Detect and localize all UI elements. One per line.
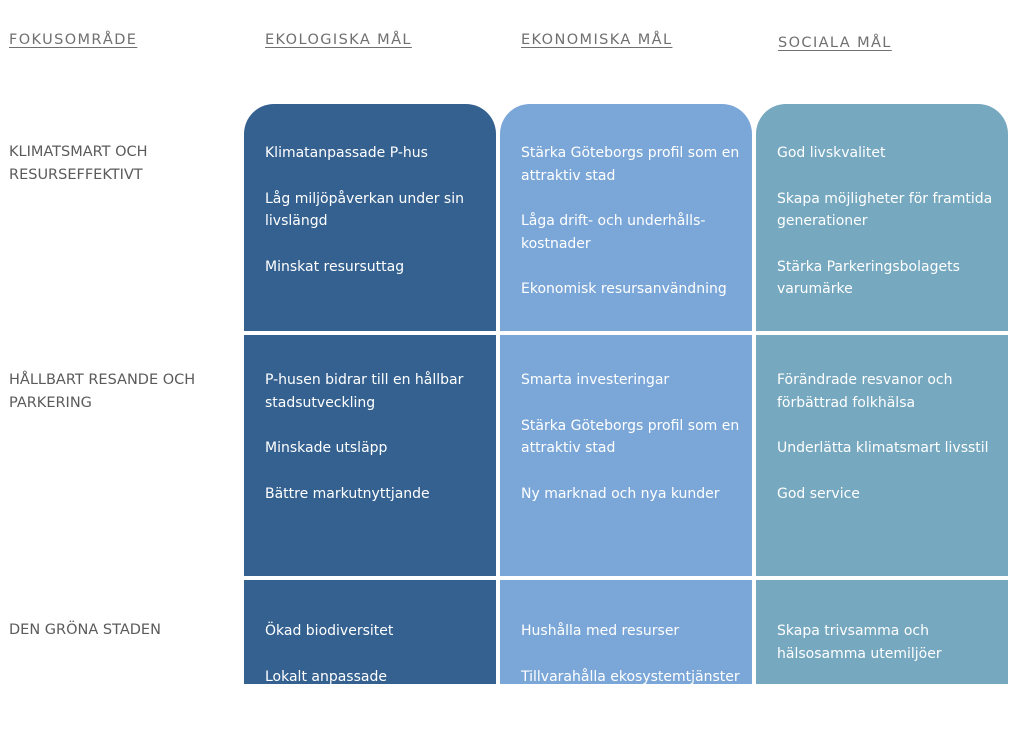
goal-item: P-husen bidrar till en hållbar stadsutveckling — [265, 372, 464, 411]
header-ekologiska-mal: EKOLOGISKA MÅL — [265, 32, 412, 48]
cell-ekonomiska-hallbart-resande — [521, 369, 749, 528]
goal-item: Låg miljöpåverkan under sin livslängd — [265, 190, 464, 229]
cell-ekologiska-klimatsmart — [265, 142, 493, 301]
row-divider — [244, 331, 496, 335]
column-sociala — [756, 104, 1008, 684]
goal-item: Ökad biodiversitet — [265, 623, 394, 639]
goal-item: Stärka Göteborgs profil som en attraktiv stad — [521, 417, 740, 456]
row-label-grona-staden: DEN GRÖNA STADEN — [9, 622, 161, 638]
goal-item: Minskat resursuttag — [265, 258, 405, 275]
goal-item: Stärka Parkeringsbolagets varumärke — [777, 258, 960, 297]
goal-item: Förändrade resvanor och förbättrad folkhälsa — [777, 372, 953, 411]
goal-item: Lokalt anpassade dagvattenlösningar — [265, 668, 402, 707]
goal-item: Smarta investeringar — [521, 372, 670, 388]
row-label-klimatsmart: KLIMATSMART OCH RESURSEFFEKTIVT — [9, 144, 148, 183]
row-divider — [756, 576, 1008, 580]
header-fokusomrade: FOKUSOMRÅDE — [9, 32, 138, 48]
goal-item: God livskvalitet — [777, 145, 886, 161]
goal-item: Bättre markutnyttjande — [265, 485, 430, 502]
column-ekonomiska — [500, 104, 752, 684]
row-divider — [500, 331, 752, 335]
cell-ekologiska-grona-staden — [265, 620, 493, 734]
cell-ekonomiska-klimatsmart — [521, 142, 749, 324]
goal-item: Klimatanpassade P-hus — [265, 145, 428, 161]
header-ekonomiska-mal: EKONOMISKA MÅL — [521, 32, 673, 48]
goal-item: Stärka Göteborgs profil som en attraktiv stad — [521, 145, 740, 184]
cell-sociala-grona-staden — [777, 620, 1005, 688]
row-divider — [244, 576, 496, 580]
goal-item: Tillvarahålla ekosystemtjänster — [521, 668, 740, 685]
row-divider — [500, 576, 752, 580]
goal-item: Låga drift- och underhålls-kostnader — [521, 213, 706, 252]
goal-item: Hushålla med resurser — [521, 623, 680, 639]
goal-item: Underlätta klimatsmart livsstil — [777, 440, 989, 456]
goal-item: God service — [777, 485, 860, 502]
row-divider — [756, 331, 1008, 335]
column-ekologiska — [244, 104, 496, 707]
goal-item: Minskade utsläpp — [265, 440, 388, 456]
cell-ekologiska-hallbart-resande — [265, 369, 493, 528]
goal-item: Ekonomisk resursanvändning — [521, 281, 727, 297]
header-sociala-mal: SOCIALA MÅL — [778, 35, 892, 51]
goal-item: Skapa trivsamma och hälsosamma utemiljöer — [777, 623, 942, 662]
goal-item: Skapa möjligheter för framtida generationer — [777, 190, 993, 229]
cell-sociala-klimatsmart — [777, 142, 1005, 324]
cell-ekonomiska-grona-staden — [521, 620, 749, 711]
goal-item: Ny marknad och nya kunder — [521, 485, 720, 502]
row-label-hallbart-resande: HÅLLBART RESANDE OCH PARKERING — [9, 372, 196, 411]
cell-sociala-hallbart-resande — [777, 369, 1005, 528]
